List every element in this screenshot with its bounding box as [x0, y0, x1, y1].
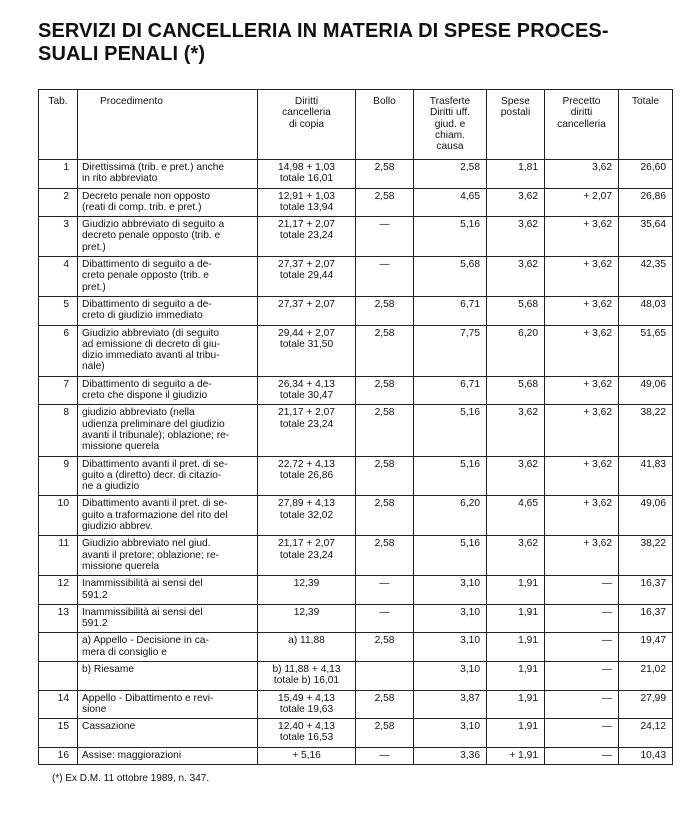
- cell-tab: 11: [39, 536, 78, 576]
- fees-table: [38, 89, 673, 765]
- cell-spese: 5,68: [487, 376, 545, 405]
- header-spese: [487, 90, 545, 160]
- header-line: cancelleria: [282, 107, 331, 119]
- cell-totale: 24,12: [619, 719, 673, 748]
- cell-precetto: + 2,07: [545, 188, 619, 217]
- header-bollo: Bollo: [356, 90, 414, 160]
- cell-diritti: [258, 160, 356, 189]
- cell-procedimento-line: a) Appello - Decisione in ca-: [82, 635, 209, 647]
- cell-totale: 49,06: [619, 496, 673, 536]
- cell-spese: 6,20: [487, 325, 545, 376]
- table-row: [39, 405, 673, 456]
- cell-diritti-line: totale 23,24: [279, 549, 334, 561]
- cell-tab: 9: [39, 456, 78, 496]
- table-header-row: [39, 90, 673, 160]
- cell-procedimento-line: Dibattimento avanti il pret. di se-: [82, 458, 228, 470]
- cell-precetto: + 3,62: [545, 217, 619, 257]
- cell-spese: 3,62: [487, 257, 545, 297]
- cell-diritti-line: 29,44 + 2,07: [278, 327, 335, 339]
- cell-totale: 16,37: [619, 576, 673, 605]
- cell-bollo: 2,58: [356, 719, 414, 748]
- cell-procedimento-line: Direttissima (trib. e pret.) anche: [82, 162, 225, 173]
- cell-procedimento: [78, 376, 258, 405]
- cell-diritti: [258, 719, 356, 748]
- cell-procedimento: [78, 604, 258, 633]
- cell-procedimento-line: b) Riesame: [82, 663, 135, 675]
- cell-procedimento-line: Inammissibilità ai sensi del: [82, 578, 203, 590]
- cell-spese: + 1,91: [487, 747, 545, 764]
- cell-diritti: [258, 690, 356, 719]
- cell-totale: 16,37: [619, 604, 673, 633]
- cell-procedimento-line: guito a (diretto) decr. di citazio-: [82, 469, 222, 481]
- table-row: [39, 576, 673, 605]
- cell-diritti-line: + 5,16: [292, 749, 321, 761]
- header-diritti: [258, 90, 356, 160]
- cell-trasferte: 5,68: [414, 257, 487, 297]
- cell-spese: 4,65: [487, 496, 545, 536]
- table-body: [39, 160, 673, 765]
- cell-trasferte: 5,16: [414, 405, 487, 456]
- cell-totale: 10,43: [619, 747, 673, 764]
- cell-spese: 3,62: [487, 536, 545, 576]
- cell-procedimento-line: avanti il tribunale); oblazione; re-: [82, 429, 230, 441]
- cell-diritti-line: totale 23,24: [279, 418, 334, 430]
- cell-bollo: —: [356, 747, 414, 764]
- cell-trasferte: 6,20: [414, 496, 487, 536]
- cell-diritti-line: 15,49 + 4,13: [278, 692, 335, 704]
- cell-procedimento-line: decreto penale opposto (trib. e: [82, 230, 221, 242]
- table-row: [39, 217, 673, 257]
- cell-precetto: —: [545, 719, 619, 748]
- cell-diritti: [258, 536, 356, 576]
- cell-diritti: [258, 296, 356, 325]
- cell-bollo: 2,58: [356, 188, 414, 217]
- cell-bollo: —: [356, 604, 414, 633]
- cell-trasferte: 3,10: [414, 719, 487, 748]
- cell-precetto: —: [545, 576, 619, 605]
- cell-diritti-line: totale 16,01: [279, 173, 334, 185]
- cell-diritti: [258, 217, 356, 257]
- cell-procedimento-line: dizio immediato avanti al tribu-: [82, 350, 220, 362]
- cell-spese: 1,91: [487, 604, 545, 633]
- header-line: cancelleria: [557, 118, 606, 130]
- cell-procedimento-line: sione: [82, 703, 107, 715]
- cell-spese: 1,91: [487, 690, 545, 719]
- cell-diritti: [258, 188, 356, 217]
- cell-tab: [39, 633, 78, 662]
- cell-precetto: + 3,62: [545, 296, 619, 325]
- table-row: [39, 604, 673, 633]
- cell-trasferte: 3,10: [414, 604, 487, 633]
- cell-precetto: + 3,62: [545, 405, 619, 456]
- cell-procedimento-line: in rito abbreviato: [82, 173, 158, 185]
- cell-diritti: [258, 496, 356, 536]
- cell-tab: 7: [39, 376, 78, 405]
- cell-procedimento-line: creto che dispone il giudizio: [82, 390, 208, 402]
- cell-spese: 5,68: [487, 296, 545, 325]
- cell-procedimento-line: Decreto penale non opposto: [82, 190, 211, 202]
- cell-tab: 8: [39, 405, 78, 456]
- page-title: [38, 20, 678, 66]
- cell-procedimento-line: Dibattimento di seguito a de-: [82, 298, 212, 310]
- cell-procedimento-line: Giudizio abbreviato nel giud.: [82, 538, 211, 550]
- cell-diritti-line: totale 32,02: [279, 509, 334, 521]
- cell-precetto: —: [545, 661, 619, 690]
- cell-procedimento-line: missione querela: [82, 560, 160, 572]
- cell-bollo: 2,58: [356, 536, 414, 576]
- cell-procedimento-line: Assise: maggiorazioni: [82, 749, 182, 761]
- cell-tab: 12: [39, 576, 78, 605]
- cell-procedimento-line: ne a giudizio: [82, 481, 140, 493]
- cell-trasferte: 3,36: [414, 747, 487, 764]
- cell-spese: 1,91: [487, 719, 545, 748]
- cell-totale: 26,86: [619, 188, 673, 217]
- cell-diritti-line: totale 13,94: [279, 201, 334, 213]
- cell-diritti: [258, 576, 356, 605]
- cell-procedimento-line: creto penale opposto (trib. e: [82, 270, 209, 282]
- cell-spese: 3,62: [487, 217, 545, 257]
- cell-tab: 13: [39, 604, 78, 633]
- cell-procedimento-line: giudizio abbrev.: [82, 521, 153, 533]
- header-line: giud. e: [434, 118, 466, 130]
- cell-trasferte: 7,75: [414, 325, 487, 376]
- cell-precetto: 3,62: [545, 160, 619, 189]
- cell-procedimento-line: Dibattimento di seguito a de-: [82, 378, 212, 390]
- cell-totale: 41,83: [619, 456, 673, 496]
- cell-procedimento: [78, 690, 258, 719]
- cell-procedimento-line: ad emissione di decreto di giu-: [82, 338, 221, 350]
- cell-precetto: —: [545, 633, 619, 662]
- cell-bollo: —: [356, 576, 414, 605]
- table-row: [39, 536, 673, 576]
- cell-procedimento: [78, 661, 258, 690]
- cell-tab: 5: [39, 296, 78, 325]
- cell-tab: 10: [39, 496, 78, 536]
- cell-diritti-line: 27,89 + 4,13: [278, 498, 335, 510]
- cell-procedimento-line: avanti il pretore; oblazione; re-: [82, 549, 220, 561]
- cell-procedimento-line: pret.): [82, 281, 106, 293]
- cell-precetto: + 3,62: [545, 325, 619, 376]
- cell-bollo: [356, 661, 414, 690]
- cell-tab: 4: [39, 257, 78, 297]
- table-row: [39, 747, 673, 764]
- table-row: [39, 257, 673, 297]
- cell-procedimento: [78, 188, 258, 217]
- cell-spese: 3,62: [487, 405, 545, 456]
- cell-diritti-line: 12,40 + 4,13: [278, 721, 335, 733]
- cell-procedimento: [78, 719, 258, 748]
- table-row: [39, 496, 673, 536]
- cell-diritti-line: b) 11,88 + 4,13: [272, 663, 341, 675]
- cell-procedimento: [78, 160, 258, 189]
- cell-diritti-line: 12,91 + 1,03: [278, 190, 335, 202]
- cell-diritti-line: 21,17 + 2,07: [278, 407, 335, 419]
- cell-diritti: [258, 376, 356, 405]
- cell-diritti-line: totale 26,86: [279, 469, 334, 481]
- cell-procedimento-line: Appello - Dibattimento e revi-: [82, 692, 214, 704]
- table-row: [39, 633, 673, 662]
- cell-diritti-line: 27,37 + 2,07: [278, 298, 335, 310]
- cell-tab: 15: [39, 719, 78, 748]
- cell-spese: 1,81: [487, 160, 545, 189]
- cell-spese: 1,91: [487, 661, 545, 690]
- cell-trasferte: 3,10: [414, 633, 487, 662]
- cell-diritti-line: 14,98 + 1,03: [278, 162, 335, 173]
- cell-trasferte: 6,71: [414, 296, 487, 325]
- header-line: Diritti uff.: [429, 107, 470, 119]
- cell-procedimento-line: 591.2: [82, 618, 108, 630]
- header-line: chiam.: [434, 129, 465, 141]
- cell-tab: 14: [39, 690, 78, 719]
- cell-diritti: [258, 456, 356, 496]
- header-line: di copia: [288, 118, 325, 130]
- header-precetto: [545, 90, 619, 160]
- cell-totale: 42,35: [619, 257, 673, 297]
- cell-tab: 16: [39, 747, 78, 764]
- cell-spese: 1,91: [487, 633, 545, 662]
- cell-procedimento-line: mera di consiglio e: [82, 646, 167, 658]
- header-line: Spese: [501, 96, 530, 107]
- cell-procedimento-line: creto di giudizio immediato: [82, 310, 203, 322]
- header-trasferte: [414, 90, 487, 160]
- cell-totale: 51,65: [619, 325, 673, 376]
- cell-precetto: + 3,62: [545, 376, 619, 405]
- cell-tab: 2: [39, 188, 78, 217]
- header-line: postali: [500, 107, 531, 119]
- cell-procedimento-line: Giudizio abbreviato (di seguito: [82, 327, 220, 339]
- cell-totale: 19,47: [619, 633, 673, 662]
- cell-diritti-line: 27,37 + 2,07: [278, 259, 335, 271]
- table-row: [39, 325, 673, 376]
- table-row: [39, 456, 673, 496]
- cell-bollo: —: [356, 257, 414, 297]
- cell-trasferte: 5,16: [414, 536, 487, 576]
- table-row: [39, 719, 673, 748]
- footnote: (*) Ex D.M. 11 ottobre 1989, n. 347.: [52, 773, 210, 784]
- cell-procedimento: [78, 536, 258, 576]
- cell-spese: 3,62: [487, 456, 545, 496]
- fees-table-container: [38, 89, 672, 765]
- cell-tab: 6: [39, 325, 78, 376]
- cell-totale: 35,64: [619, 217, 673, 257]
- cell-procedimento: [78, 747, 258, 764]
- cell-procedimento: [78, 496, 258, 536]
- cell-diritti-line: 26,34 + 4,13: [278, 378, 335, 390]
- cell-diritti: [258, 661, 356, 690]
- cell-diritti-line: 22,72 + 4,13: [278, 458, 335, 470]
- cell-procedimento-line: nale): [82, 361, 105, 373]
- cell-tab: 1: [39, 160, 78, 189]
- title-line-2: SUALI PENALI (*): [38, 43, 206, 65]
- cell-diritti-line: totale 30,47: [279, 390, 334, 402]
- cell-bollo: 2,58: [356, 296, 414, 325]
- cell-precetto: —: [545, 604, 619, 633]
- cell-totale: 38,22: [619, 405, 673, 456]
- cell-tab: [39, 661, 78, 690]
- cell-bollo: 2,58: [356, 633, 414, 662]
- cell-procedimento: [78, 405, 258, 456]
- cell-diritti-line: 21,17 + 2,07: [278, 219, 335, 231]
- cell-trasferte: 4,65: [414, 188, 487, 217]
- table-row: [39, 661, 673, 690]
- cell-precetto: —: [545, 690, 619, 719]
- cell-procedimento-line: Cassazione: [82, 721, 136, 733]
- cell-procedimento-line: Dibattimento avanti il pret. di se-: [82, 498, 228, 510]
- cell-procedimento-line: 591.2: [82, 589, 108, 601]
- cell-procedimento-line: udienza preliminare del giudizio: [82, 418, 225, 430]
- cell-trasferte: 6,71: [414, 376, 487, 405]
- cell-trasferte: 5,16: [414, 217, 487, 257]
- cell-bollo: 2,58: [356, 456, 414, 496]
- cell-trasferte: 3,10: [414, 661, 487, 690]
- cell-diritti-line: totale 16,53: [279, 732, 334, 744]
- cell-bollo: 2,58: [356, 690, 414, 719]
- cell-diritti-line: 12,39: [293, 606, 320, 618]
- header-line: Trasferte: [429, 96, 471, 107]
- cell-diritti: [258, 405, 356, 456]
- table-row: [39, 376, 673, 405]
- cell-procedimento-line: guito a traformazione del rito del: [82, 509, 228, 521]
- cell-procedimento: [78, 456, 258, 496]
- cell-procedimento: [78, 257, 258, 297]
- cell-bollo: 2,58: [356, 496, 414, 536]
- cell-bollo: 2,58: [356, 325, 414, 376]
- cell-spese: 1,91: [487, 576, 545, 605]
- cell-precetto: + 3,62: [545, 257, 619, 297]
- header-line: Diritti: [294, 96, 319, 107]
- title-line-1: SERVIZI DI CANCELLERIA IN MATERIA DI SPESE PROCES-: [38, 20, 609, 42]
- cell-totale: 38,22: [619, 536, 673, 576]
- cell-diritti-line: 12,39: [293, 578, 320, 590]
- cell-precetto: + 3,62: [545, 456, 619, 496]
- cell-diritti-line: a) 11,88: [288, 635, 325, 647]
- cell-procedimento-line: Giudizio abbreviato di seguito a: [82, 219, 225, 231]
- table-row: [39, 160, 673, 189]
- cell-procedimento-line: missione querela: [82, 441, 160, 453]
- cell-procedimento-line: giudizio abbreviato (nella: [82, 407, 195, 419]
- cell-diritti-line: totale 19,63: [279, 703, 334, 715]
- cell-diritti: [258, 747, 356, 764]
- cell-trasferte: 3,87: [414, 690, 487, 719]
- table-row: [39, 188, 673, 217]
- cell-bollo: 2,58: [356, 160, 414, 189]
- cell-bollo: 2,58: [356, 405, 414, 456]
- table-row: [39, 690, 673, 719]
- table-row: [39, 296, 673, 325]
- cell-diritti-line: totale 23,24: [279, 230, 334, 242]
- cell-diritti: [258, 325, 356, 376]
- cell-precetto: —: [545, 747, 619, 764]
- cell-procedimento: [78, 325, 258, 376]
- cell-diritti: [258, 633, 356, 662]
- cell-procedimento-line: Inammissibilità ai sensi del: [82, 606, 203, 618]
- cell-procedimento-line: Dibattimento di seguito a de-: [82, 259, 212, 271]
- cell-trasferte: 5,16: [414, 456, 487, 496]
- cell-procedimento: [78, 576, 258, 605]
- cell-precetto: + 3,62: [545, 536, 619, 576]
- cell-spese: 3,62: [487, 188, 545, 217]
- header-line: diritti: [570, 107, 593, 119]
- cell-totale: 48,03: [619, 296, 673, 325]
- cell-trasferte: 3,10: [414, 576, 487, 605]
- cell-totale: 49,06: [619, 376, 673, 405]
- cell-tab: 3: [39, 217, 78, 257]
- cell-totale: 27,99: [619, 690, 673, 719]
- cell-procedimento: [78, 296, 258, 325]
- header-procedimento: Procedimento: [78, 90, 258, 160]
- header-line: Precetto: [562, 96, 601, 107]
- cell-diritti: [258, 257, 356, 297]
- cell-procedimento: [78, 217, 258, 257]
- cell-precetto: + 3,62: [545, 496, 619, 536]
- cell-trasferte: 2,58: [414, 160, 487, 189]
- header-line: causa: [436, 141, 464, 153]
- cell-diritti: [258, 604, 356, 633]
- header-tab: Tab.: [39, 90, 78, 160]
- cell-diritti-line: totale 31,50: [279, 338, 334, 350]
- cell-totale: 26,60: [619, 160, 673, 189]
- cell-diritti-line: totale 29,44: [279, 270, 334, 282]
- cell-bollo: 2,58: [356, 376, 414, 405]
- cell-diritti-line: 21,17 + 2,07: [278, 538, 335, 550]
- cell-procedimento-line: (reati di comp. trib. e pret.): [82, 201, 202, 213]
- header-totale: Totale: [619, 90, 673, 160]
- cell-totale: 21,02: [619, 661, 673, 690]
- cell-procedimento: [78, 633, 258, 662]
- cell-diritti-line: totale b) 16,01: [273, 675, 340, 687]
- cell-procedimento-line: pret.): [82, 241, 106, 253]
- cell-bollo: —: [356, 217, 414, 257]
